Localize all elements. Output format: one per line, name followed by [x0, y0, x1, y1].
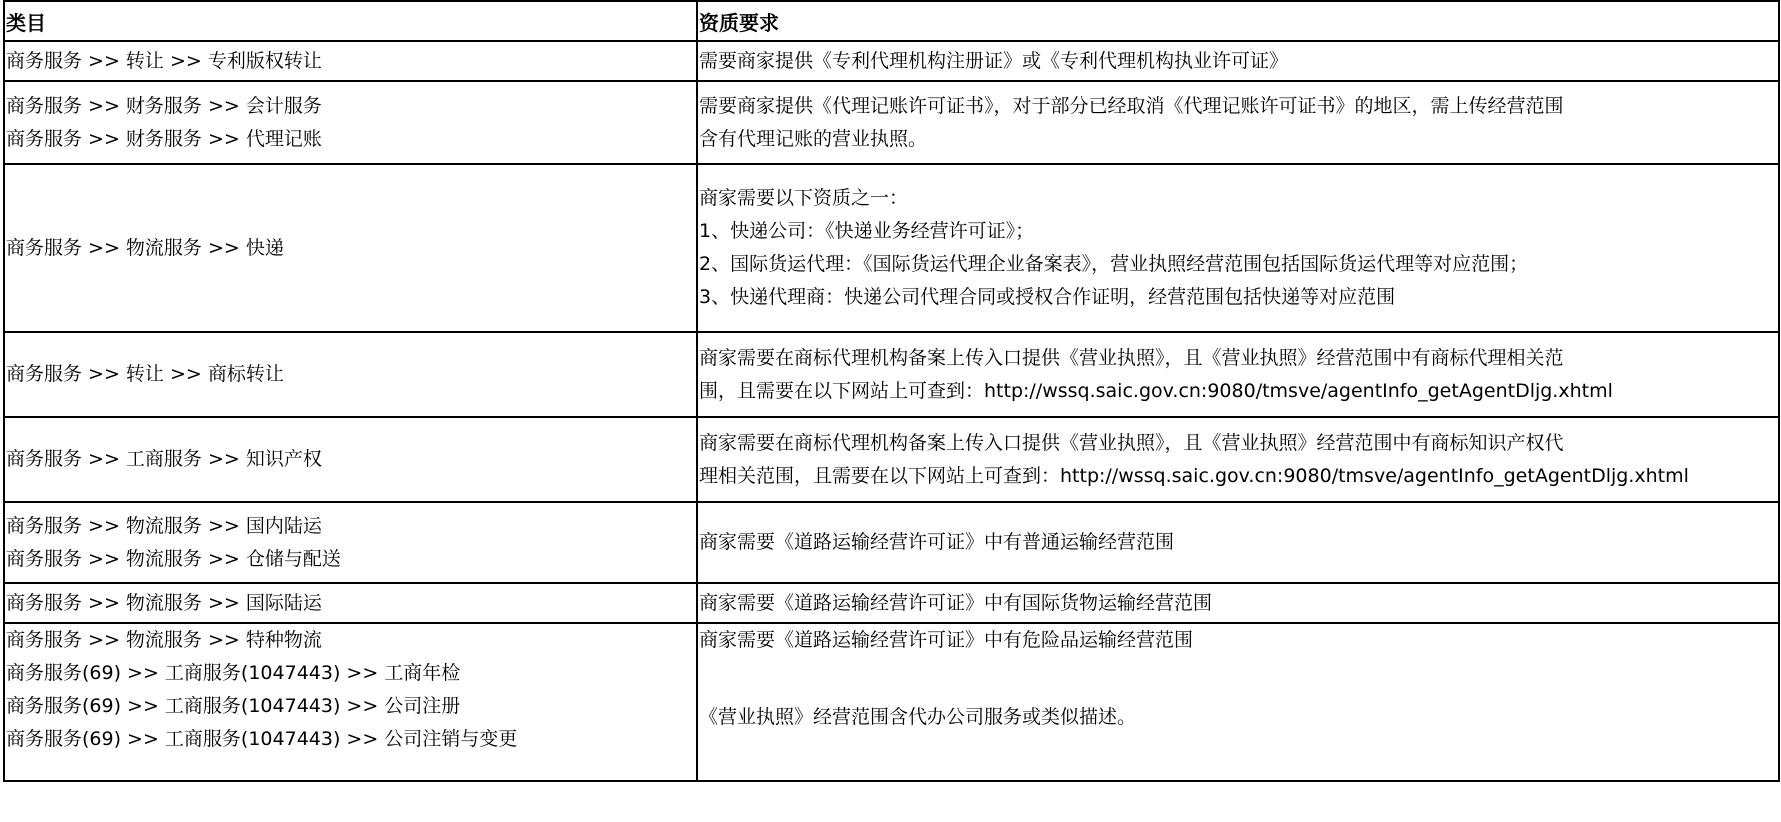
category-line: 商务服务 >> 物流服务 >> 特种物流: [6, 629, 322, 651]
requirement-line: 3、快递代理商：快递公司代理合同或授权合作证明，经营范围包括快递等对应范围: [699, 286, 1396, 308]
table-row: [4, 417, 1779, 502]
category-line: 商务服务(69) >> 工商服务(1047443) >> 公司注册: [6, 695, 461, 717]
requirement-line: 商家需要在商标代理机构备案上传入口提供《营业执照》，且《营业执照》经营范围中有商标代理相关范: [699, 346, 1564, 369]
requirement-line: 理相关范围，且需要在以下网站上可查到：http://wssq.saic.gov.cn:9080/tmsve/agentInfo_getAgentDljg.xhtml: [699, 464, 1689, 487]
table-header-row: [4, 1, 1779, 41]
requirement-cell: [697, 332, 1779, 417]
requirement-line: 商家需要《道路运输经营许可证》中有危险品运输经营范围: [699, 629, 1194, 651]
requirement-line: 《营业执照》经营范围含代办公司服务或类似描述。: [699, 706, 1137, 728]
requirement-cell: [697, 623, 1779, 781]
category-line: 商务服务 >> 财务服务 >> 会计服务: [6, 94, 322, 117]
category-line: 商务服务 >> 物流服务 >> 国内陆运: [6, 514, 322, 537]
requirement-cell: [697, 164, 1779, 332]
category-cell: [4, 502, 697, 583]
requirement-line: 商家需要《道路运输经营许可证》中有国际货物运输经营范围: [699, 591, 1213, 614]
table-row: [4, 41, 1779, 81]
requirement-cell: [697, 81, 1779, 164]
category-line: 商务服务(69) >> 工商服务(1047443) >> 公司注销与变更: [6, 728, 518, 750]
requirement-line: 含有代理记账的营业执照。: [699, 127, 928, 150]
requirement-cell: [697, 502, 1779, 583]
qualification-table-wrapper: [3, 0, 1778, 782]
requirement-line: 需要商家提供《代理记账许可证书》，对于部分已经取消《代理记账许可证书》的地区，需上传经营范围: [699, 94, 1564, 117]
category-line: 商务服务 >> 财务服务 >> 代理记账: [6, 127, 322, 150]
header-category: 类目: [4, 1, 697, 41]
table-row: [4, 502, 1779, 583]
header-requirement: 资质要求: [697, 1, 1779, 41]
requirement-line: 2、国际货运代理：《国际货运代理企业备案表》，营业执照经营范围包括国际货运代理等对应范围；: [699, 253, 1529, 275]
category-line: 商务服务 >> 物流服务 >> 快递: [6, 236, 284, 259]
category-line: 商务服务 >> 物流服务 >> 国际陆运: [6, 591, 322, 614]
category-line: 商务服务 >> 转让 >> 专利版权转让: [6, 49, 322, 72]
category-cell: [4, 164, 697, 332]
requirement-cell: [697, 417, 1779, 502]
table-row: [4, 623, 1779, 781]
requirement-line: 商家需要在商标代理机构备案上传入口提供《营业执照》，且《营业执照》经营范围中有商标知识产权代: [699, 431, 1564, 454]
category-cell: [4, 81, 697, 164]
category-cell: [4, 623, 697, 781]
table-row: [4, 81, 1779, 164]
requirement-cell: [697, 583, 1779, 623]
category-cell: [4, 332, 697, 417]
requirement-line: 围，且需要在以下网站上可查到：http://wssq.saic.gov.cn:9080/tmsve/agentInfo_getAgentDljg.xhtml: [699, 379, 1613, 402]
qualification-table: [3, 0, 1780, 782]
category-cell: [4, 417, 697, 502]
requirement-line: 需要商家提供《专利代理机构注册证》或《专利代理机构执业许可证》: [699, 49, 1289, 72]
table-row: [4, 332, 1779, 417]
table-row: [4, 164, 1779, 332]
requirement-line: 商家需要《道路运输经营许可证》中有普通运输经营范围: [699, 531, 1175, 553]
category-line: 商务服务 >> 物流服务 >> 仓储与配送: [6, 547, 341, 570]
category-cell: [4, 583, 697, 623]
requirement-line: 商家需要以下资质之一：: [699, 187, 909, 209]
table-row: [4, 583, 1779, 623]
requirement-line: 1、快递公司：《快递业务经营许可证》；: [699, 220, 1035, 242]
category-line: 商务服务 >> 转让 >> 商标转让: [6, 363, 284, 385]
spacer: [699, 657, 1777, 701]
category-line: 商务服务(69) >> 工商服务(1047443) >> 工商年检: [6, 662, 461, 684]
category-line: 商务服务 >> 工商服务 >> 知识产权: [6, 448, 322, 470]
requirement-cell: [697, 41, 1779, 81]
category-cell: [4, 41, 697, 81]
